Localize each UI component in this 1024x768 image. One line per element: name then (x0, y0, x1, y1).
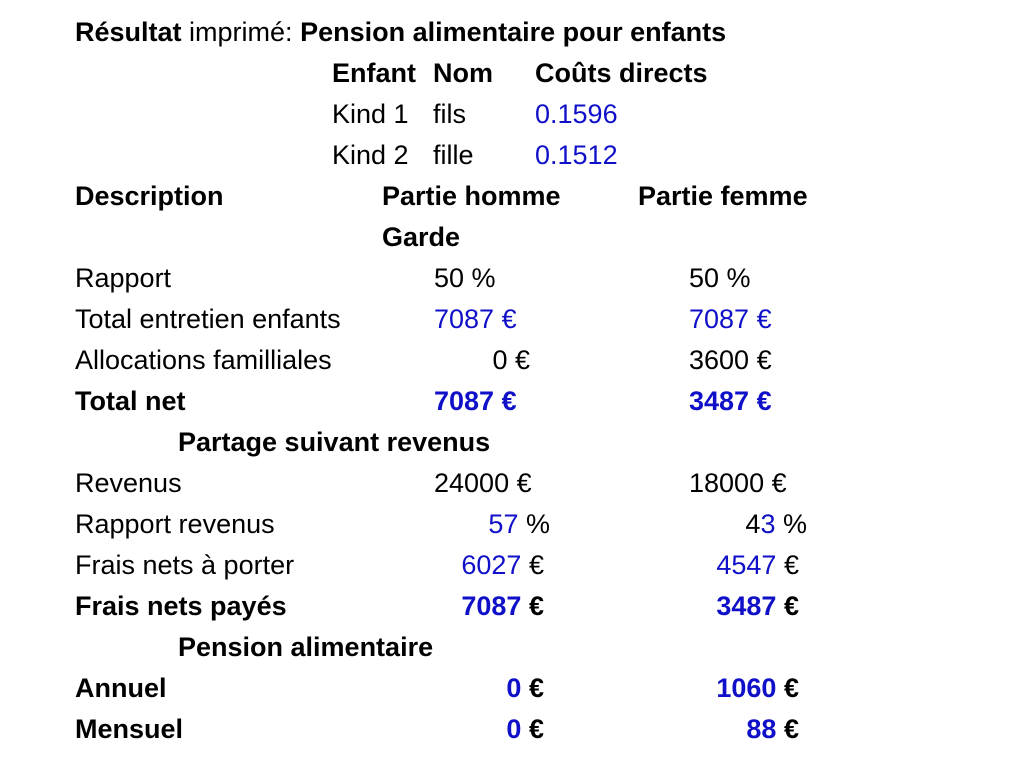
frais-porter-women-unit: € (783, 550, 799, 580)
heading (75, 16, 726, 48)
row-entretien-label: Total entretien enfants (75, 304, 341, 334)
mensuel-men-unit: € (528, 714, 544, 744)
row-frais-porter-women (689, 549, 799, 581)
row-frais-payes-men (434, 590, 544, 622)
child-1-cost: 0.1596 (535, 99, 618, 129)
row-entretien-men: 7087 € (434, 304, 517, 334)
annuel-women-num: 1060 (716, 673, 777, 703)
row-annuel-label: Annuel (75, 673, 167, 703)
annuel-men-unit: € (528, 673, 544, 703)
header-name: Nom (433, 58, 493, 88)
row-allocations-women: 3600 € (689, 345, 772, 375)
mensuel-men-num: 0 (506, 714, 522, 744)
heading-title: Pension alimentaire pour enfants (300, 17, 727, 47)
row-rapport-men: 50 % (434, 263, 496, 293)
row-frais-payes-women (689, 590, 799, 622)
heading-bold: Résultat (75, 17, 182, 47)
row-mensuel-men (434, 713, 544, 745)
child-2: Kind 2 (332, 140, 409, 170)
header-costs: Coûts directs (535, 58, 708, 88)
section-partage: Partage suivant revenus (178, 427, 491, 457)
col-garde: Garde (382, 222, 461, 252)
frais-payes-men-num: 7087 (461, 591, 522, 621)
row-frais-payes-label: Frais nets payés (75, 591, 287, 621)
frais-payes-men-unit: € (528, 591, 544, 621)
annuel-women-unit: € (783, 673, 799, 703)
section-pension: Pension alimentaire (178, 632, 434, 662)
frais-porter-men-unit: € (528, 550, 544, 580)
row-rapport-label: Rapport (75, 263, 172, 293)
row-annuel-men (434, 672, 544, 704)
frais-porter-women-num: 4547 (716, 550, 777, 580)
row-frais-porter-men (434, 549, 544, 581)
col-women: Partie femme (638, 181, 808, 211)
header-child: Enfant (332, 58, 416, 88)
child-2-cost: 0.1512 (535, 140, 618, 170)
row-annuel-women (689, 672, 799, 704)
row-total-net-label: Total net (75, 386, 186, 416)
child-1: Kind 1 (332, 99, 409, 129)
row-revenus-women: 18000 € (689, 468, 787, 498)
rapport-revenus-women-num: 3 (760, 509, 776, 539)
rapport-revenus-women-pre: 4 (745, 509, 761, 539)
frais-porter-men-num: 6027 (461, 550, 522, 580)
row-frais-porter-label: Frais nets à porter (75, 550, 295, 580)
row-entretien-women: 7087 € (689, 304, 772, 334)
row-rapport-revenus-men (434, 508, 550, 540)
child-2-name: fille (433, 140, 474, 170)
row-revenus-label: Revenus (75, 468, 182, 498)
col-men: Partie homme (382, 181, 561, 211)
row-allocations-label: Allocations familliales (75, 345, 332, 375)
heading-normal: imprimé: (189, 17, 293, 47)
row-total-net-women: 3487 € (689, 386, 772, 416)
rapport-revenus-women-unit: % (782, 509, 807, 539)
row-revenus-men: 24000 € (434, 468, 532, 498)
rapport-revenus-men-num: 57 (488, 509, 519, 539)
mensuel-women-unit: € (783, 714, 799, 744)
rapport-revenus-men-unit: % (525, 509, 550, 539)
row-mensuel-label: Mensuel (75, 714, 184, 744)
row-rapport-revenus-label: Rapport revenus (75, 509, 275, 539)
row-allocations-men: 0 € (492, 345, 530, 375)
row-rapport-revenus-women (689, 508, 807, 540)
row-rapport-women: 50 % (689, 263, 751, 293)
frais-payes-women-unit: € (783, 591, 799, 621)
frais-payes-women-num: 3487 (716, 591, 777, 621)
annuel-men-num: 0 (506, 673, 522, 703)
mensuel-women-num: 88 (746, 714, 777, 744)
child-1-name: fils (433, 99, 466, 129)
row-total-net-men: 7087 € (434, 386, 517, 416)
row-mensuel-women (689, 713, 799, 745)
col-description: Description (75, 181, 224, 211)
